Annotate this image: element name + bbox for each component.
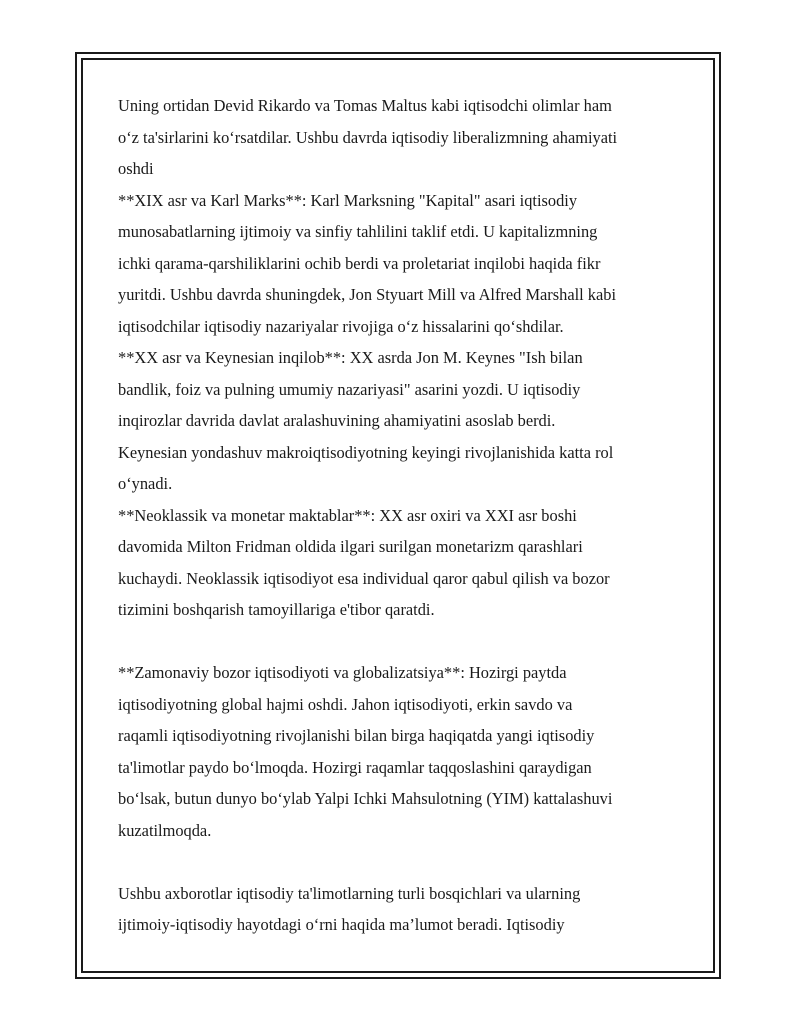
paragraph-gap [118, 846, 690, 878]
paragraph-conclusion [118, 878, 690, 941]
document-body [118, 90, 690, 941]
text-line: iqtisodchilar iqtisodiy nazariyalar rivojiga o‘z hissalarini qo‘shdilar. [118, 316, 564, 336]
text-line: **XIX asr va Karl Marks**: Karl Marksning "Kapital" asari iqtisodiy [118, 190, 578, 210]
text-line: **Zamonaviy bozor iqtisodiyoti va globalizatsiya**: Hozirgi paytda [118, 663, 567, 682]
text-line: o‘z ta'sirlarini ko‘rsatdilar. Ushbu davrda iqtisodiy liberalizmning ahamiyati [118, 127, 618, 147]
text-line: kuzatilmoqda. [118, 820, 212, 840]
text-line: **XX asr va Keynesian inqilob**: XX asrda Jon M. Keynes "Ish bilan [118, 348, 583, 367]
text-line: kuchaydi. Neoklassik iqtisodiyot esa individual qaror qabul qilish va bozor [118, 568, 610, 588]
paragraph-neoclassical [118, 500, 690, 626]
text-line: davomida Milton Fridman oldida ilgari surilgan monetarizm qarashlari [118, 537, 583, 556]
text-line: ta'limotlar paydo bo‘lmoqda. Hozirgi raqamlar taqqoslashini qaraydigan [118, 757, 592, 777]
paragraph-ricardo-malthus [118, 90, 690, 185]
paragraph-keynes [118, 342, 690, 500]
paragraph-globalization [118, 657, 690, 846]
text-line: iqtisodiyotning global hajmi oshdi. Jahon iqtisodiyoti, erkin savdo va [118, 694, 573, 714]
text-line: bo‘lsak, butun dunyo bo‘ylab Yalpi Ichki Mahsulotning (YIM) kattalashuvi [118, 789, 613, 808]
text-line: Ushbu axborotlar iqtisodiy ta'limotlarning turli bosqichlari va ularning [118, 883, 581, 903]
text-line: Uning ortidan Devid Rikardo va Tomas Maltus kabi iqtisodchi olimlar ham [118, 96, 612, 115]
text-line: bandlik, foiz va pulning umumiy nazariyasi" asarini yozdi. U iqtisodiy [118, 379, 581, 399]
text-line: oshdi [118, 159, 154, 178]
text-line: munosabatlarning ijtimoiy va sinfiy tahlilini taklif etdi. U kapitalizmning [118, 222, 598, 241]
text-line: **Neoklassik va monetar maktablar**: XX asr oxiri va XXI asr boshi [118, 505, 577, 525]
text-line: tizimini boshqarish tamoyillariga e'tibor qaratdi. [118, 600, 435, 619]
text-line: ijtimoiy-iqtisodiy hayotdagi o‘rni haqida ma’lumot beradi. Iqtisodiy [118, 915, 565, 934]
text-line: inqirozlar davrida davlat aralashuvining ahamiyatini asoslab berdi. [118, 411, 556, 430]
paragraph-gap [118, 626, 690, 658]
text-line: yuritdi. Ushbu davrda shuningdek, Jon Styuart Mill va Alfred Marshall kabi [118, 285, 617, 304]
text-line: Keynesian yondashuv makroiqtisodiyotning keyingi rivojlanishida katta rol [118, 442, 614, 462]
text-line: o‘ynadi. [118, 474, 173, 493]
paragraph-marx [118, 185, 690, 343]
text-line: raqamli iqtisodiyotning rivojlanishi bilan birga haqiqatda yangi iqtisodiy [118, 726, 595, 745]
text-line: ichki qarama-qarshiliklarini ochib berdi va proletariat inqilobi haqida fikr [118, 253, 601, 273]
